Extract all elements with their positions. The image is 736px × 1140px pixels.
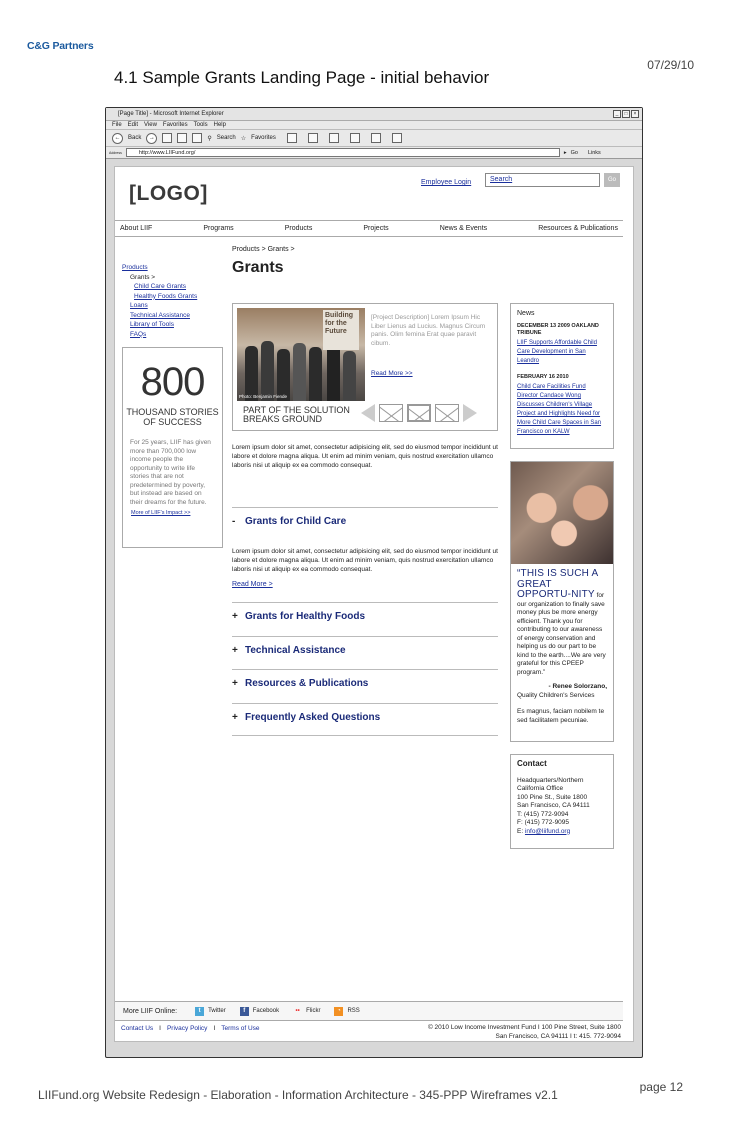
leftnav-grants[interactable]: Grants > xyxy=(130,273,156,281)
stat-text: For 25 years, LIIF has given more than 700,000 low income people the opportunity to write life stories that are not predetermined by poverty, but instead are based on their dreams for the future. xyxy=(130,439,211,506)
browser-titlebar xyxy=(106,108,642,121)
favorites-toolbar-label[interactable]: Favorites xyxy=(251,135,276,141)
document-title: 4.1 Sample Grants Landing Page - initial behavior xyxy=(114,68,490,87)
accordion-resources[interactable] xyxy=(232,678,368,689)
search-toolbar-label[interactable]: Search xyxy=(216,135,236,141)
accordion-divider xyxy=(232,636,498,637)
testimonial-quote: for our organization to finally save money plus be more energy efficient. Thank you for contributing to our awareness of energy conservation and helping us do our part to be kind to the earth....We are very grateful for this CPEEP program.” xyxy=(517,592,606,676)
impact-stat-box xyxy=(122,347,223,548)
contact-email-link[interactable]: info@liifund.org xyxy=(524,827,571,835)
testimonial-org: Quality Children's Services xyxy=(517,691,595,699)
document-date: 07/29/10 xyxy=(647,58,694,72)
accordion-technical-title: Technical Assistance xyxy=(245,645,346,656)
testimonial-body xyxy=(511,564,613,730)
photo-credit: Photo: Benjamin Fiende xyxy=(239,394,288,399)
menu-help[interactable]: Help xyxy=(213,122,226,128)
left-nav xyxy=(122,263,197,339)
site-search-go-button[interactable]: Go xyxy=(604,173,620,187)
browser-menubar xyxy=(106,121,642,130)
online-label: More LIIF Online: xyxy=(123,1007,178,1015)
menu-favorites[interactable]: Favorites xyxy=(162,122,188,128)
twitter-link[interactable] xyxy=(195,1007,226,1016)
browser-toolbar xyxy=(106,130,642,147)
facebook-label: Facebook xyxy=(252,1008,280,1014)
accordion-faq-title: Frequently Asked Questions xyxy=(245,712,381,723)
contact-email-line xyxy=(517,828,607,837)
maximize-icon[interactable]: □ xyxy=(622,110,630,118)
nav-products[interactable]: Products xyxy=(284,225,313,232)
flickr-icon: •• xyxy=(295,1008,300,1014)
online-bar xyxy=(115,1001,623,1021)
news-date: FEBRUARY 16 2010 xyxy=(517,374,569,380)
feature-caption-line-2: BREAKS GROUND xyxy=(243,414,323,424)
leftnav-healthy-foods[interactable]: Healthy Foods Grants xyxy=(134,292,198,300)
child-care-read-more-link[interactable]: Read More > xyxy=(232,581,273,588)
site-footer xyxy=(115,1022,623,1042)
print-icon[interactable] xyxy=(329,133,339,143)
contact-box xyxy=(510,754,614,849)
breadcrumb[interactable]: Products > Grants > xyxy=(232,246,295,253)
footer-separator: I xyxy=(159,1025,161,1032)
document-page-number: page 12 xyxy=(639,1080,683,1094)
mail-icon[interactable] xyxy=(308,133,318,143)
accordion-faq[interactable] xyxy=(232,712,380,723)
back-arrow-icon[interactable]: ← xyxy=(112,133,123,144)
nav-programs[interactable]: Programs xyxy=(203,225,234,232)
expand-icon: + xyxy=(232,645,238,656)
employee-login-link[interactable]: Employee Login xyxy=(421,179,472,186)
site-logo[interactable]: [LOGO] xyxy=(129,182,208,205)
discuss-icon[interactable] xyxy=(371,133,381,143)
contact-line: 100 Pine St., Suite 1800 xyxy=(517,793,588,801)
edit-icon[interactable] xyxy=(350,133,360,143)
carousel-controls xyxy=(361,404,477,422)
accordion-divider xyxy=(232,735,498,736)
intro-text: Lorem ipsum dolor sit amet, consectetur adipisicing elit, sed do eiusmod tempor incididunt ut labore et dolore magna aliqua. Ut enim ad minim veniam, quis nostrud exercitation ullamco laboris nisi ut aliquip ex ea commodo consequat. xyxy=(232,444,498,469)
website xyxy=(115,167,633,1041)
site-search-input[interactable] xyxy=(485,173,600,187)
menu-tools[interactable]: Tools xyxy=(193,122,208,128)
browser-title: [Page Title] - Microsoft Internet Explorer xyxy=(118,111,224,117)
leftnav-faqs[interactable]: FAQs xyxy=(130,330,147,338)
footer-privacy-link[interactable]: Privacy Policy xyxy=(166,1025,208,1032)
close-icon[interactable]: × xyxy=(631,110,639,118)
facebook-icon: f xyxy=(240,1007,249,1016)
leftnav-products[interactable]: Products xyxy=(122,264,148,271)
footer-contact-link[interactable]: Contact Us xyxy=(121,1025,154,1032)
leftnav-technical[interactable]: Technical Assistance xyxy=(130,311,190,319)
leftnav-loans[interactable]: Loans xyxy=(130,302,148,309)
refresh-icon[interactable] xyxy=(177,133,187,143)
address-go-button[interactable]: Go xyxy=(570,149,578,156)
browser-viewport xyxy=(114,166,634,1042)
stat-label: THOUSAND STORIES OF SUCCESS xyxy=(126,407,219,427)
links-label[interactable]: Links xyxy=(587,149,601,156)
accordion-child-care[interactable] xyxy=(232,516,346,527)
footer-separator: I xyxy=(213,1025,216,1032)
feature-carousel xyxy=(232,303,498,431)
twitter-label: Twitter xyxy=(208,1008,226,1014)
accordion-healthy-foods[interactable] xyxy=(232,611,365,622)
go-arrow-icon[interactable]: ▸ xyxy=(563,149,567,156)
photo-banner: Building for the Future xyxy=(323,310,359,350)
footer-copyright-line-2: San Francisco, CA 94111 I t: 415. 772-9094 xyxy=(495,1033,621,1040)
email-prefix: E: xyxy=(517,827,525,835)
contact-line: T: (415) 772-9094 xyxy=(517,810,569,818)
rss-icon: ◔ xyxy=(334,1007,343,1016)
main-nav xyxy=(115,220,623,237)
back-label[interactable]: Back xyxy=(128,135,142,141)
menu-file[interactable]: File xyxy=(112,122,122,128)
footer-links xyxy=(121,1025,260,1032)
testimonial-photo xyxy=(511,462,613,564)
flickr-label: Flickr xyxy=(306,1008,321,1014)
address-bar xyxy=(106,147,642,159)
contact-line: F: (415) 772-9095 xyxy=(517,819,570,826)
contact-line: Headquarters/Northern California Office xyxy=(517,776,584,792)
search-placeholder: Search xyxy=(490,176,513,183)
impact-link[interactable]: More of LIIF's Impact >> xyxy=(131,510,191,516)
child-care-body: Lorem ipsum dolor sit amet, consectetur adipisicing elit, sed do eiusmod tempor incididunt ut labore et dolore magna aliqua. Ut enim ad minim veniam, quis nostrud exercitation ullamco laboris nisi ut aliquip ex ea commodo consequat. xyxy=(232,548,498,573)
accordion-divider xyxy=(232,669,498,670)
leftnav-child-care[interactable]: Child Care Grants xyxy=(134,283,187,290)
minimize-icon[interactable]: _ xyxy=(613,110,621,118)
home-icon[interactable] xyxy=(192,133,202,143)
carousel-prev-icon[interactable] xyxy=(361,404,375,422)
twitter-icon: t xyxy=(195,1007,204,1016)
carousel-thumb-2[interactable] xyxy=(407,404,431,422)
news-date: DECEMBER 13 2009 OAKLAND TRIBUNE xyxy=(517,323,599,336)
footer-copyright xyxy=(428,1023,621,1041)
news-item-link[interactable]: LIIF Supports Affordable Child Care Development in San Leandro xyxy=(517,340,597,364)
nav-projects[interactable]: Projects xyxy=(363,225,389,232)
menu-view[interactable]: View xyxy=(144,122,157,128)
address-label: Address xyxy=(109,150,122,155)
accordion-technical[interactable] xyxy=(232,645,346,656)
testimonial-box xyxy=(510,461,614,742)
facebook-link[interactable] xyxy=(240,1007,279,1016)
expand-icon: + xyxy=(232,712,238,723)
nav-resources[interactable]: Resources & Publications xyxy=(538,225,618,232)
accordion-divider xyxy=(232,602,498,603)
testimonial-headline: “THIS IS SUCH A GREAT OPPORTU-NITY xyxy=(517,568,598,600)
document-brand: C&G Partners xyxy=(27,40,94,52)
history-icon[interactable] xyxy=(287,133,297,143)
star-icon[interactable]: ☆ xyxy=(240,135,247,142)
carousel-thumb-1[interactable] xyxy=(379,404,403,422)
stat-number: 800 xyxy=(140,360,205,404)
carousel-next-icon[interactable] xyxy=(463,404,477,422)
menu-edit[interactable]: Edit xyxy=(127,122,139,128)
accordion-divider xyxy=(232,703,498,704)
contact-title: Contact xyxy=(517,759,547,768)
feature-caption-line-1: PART OF THE SOLUTION xyxy=(243,405,350,415)
feature-read-more-link[interactable]: Read More >> xyxy=(371,370,413,377)
accordion-resources-title: Resources & Publications xyxy=(245,678,369,689)
stop-icon[interactable] xyxy=(162,133,172,143)
expand-icon: + xyxy=(232,678,238,689)
accordion-healthy-foods-title: Grants for Healthy Foods xyxy=(245,611,366,622)
contact-line: San Francisco, CA 94111 xyxy=(517,802,590,809)
news-item-link[interactable]: Child Care Facilities Fund Director Candace Wong Discusses Children's Village Project and Highlights Need for More Child Care Spaces in San Francisco on KALW xyxy=(517,384,602,435)
footer-copyright-line-1: © 2010 Low Income Investment Fund I 100 Pine Street, Suite 1800 xyxy=(427,1024,621,1031)
browser-window xyxy=(105,107,643,1058)
news-box xyxy=(510,303,614,449)
testimonial-author: - Renee Solorzano, xyxy=(548,683,607,690)
carousel-thumb-3[interactable] xyxy=(435,404,459,422)
accordion-divider xyxy=(232,507,498,508)
forward-arrow-icon[interactable]: → xyxy=(146,133,157,144)
project-description: [Project Description] Lorem Ipsum Hic Liber Lienus ad Lucius. Magnus Circum panis. Olim femina Erat quae paravit cibum. xyxy=(371,314,486,347)
flickr-link[interactable] xyxy=(293,1007,320,1016)
accordion-child-care-title: Grants for Child Care xyxy=(245,516,347,527)
document-footer: LIIFund.org Website Redesign - Elaboration - Information Architecture - 345-PPP Wireframes v2.1 xyxy=(38,1088,558,1102)
rss-label: RSS xyxy=(347,1008,360,1014)
feature-photo[interactable] xyxy=(237,308,365,401)
leftnav-library[interactable]: Library of Tools xyxy=(130,321,174,328)
nav-about[interactable]: About LIIF xyxy=(120,225,153,232)
footer-terms-link[interactable]: Terms of Use xyxy=(221,1025,260,1032)
messenger-icon[interactable] xyxy=(392,133,402,143)
page-title: Grants xyxy=(232,259,284,276)
testimonial-extra: Es magnus, faciam nobilem te sed facilitatem pecuniae. xyxy=(517,708,605,724)
magnifier-icon[interactable]: ⚲ xyxy=(207,135,212,142)
feature-caption xyxy=(243,406,350,424)
address-field[interactable]: http://www.LIIFund.org/ xyxy=(126,148,560,157)
nav-news-events[interactable]: News & Events xyxy=(439,225,488,232)
collapse-icon: - xyxy=(232,516,236,527)
news-title: News xyxy=(517,310,535,317)
expand-icon: + xyxy=(232,611,238,622)
window-controls xyxy=(613,110,639,118)
rss-link[interactable] xyxy=(334,1007,359,1016)
